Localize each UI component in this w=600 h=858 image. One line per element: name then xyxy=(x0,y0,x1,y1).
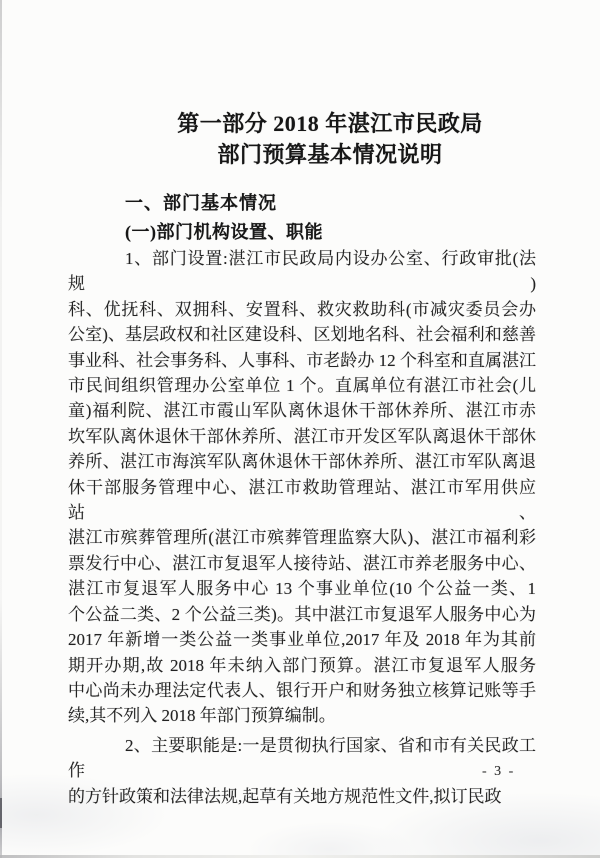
scan-left-edge-artifact xyxy=(0,0,2,858)
text-line: 2017 年新增一类公益一类事业单位,2017 年及 2018 年为其前 xyxy=(68,630,536,650)
paragraph-department-setup xyxy=(68,246,536,729)
text-line: 2、主要职能是:一是贯彻执行国家、省和市有关民政工作 xyxy=(68,735,536,781)
text-line: 续,其不列入 2018 年部门预算编制。 xyxy=(68,706,336,726)
document-body xyxy=(68,246,536,809)
paragraph-main-functions xyxy=(68,733,536,809)
page-number: - 3 - xyxy=(482,764,516,779)
text-line: 个公益二类、2 个公益三类)。其中湛江市复退军人服务中心为 xyxy=(68,604,536,624)
section-heading: 一、部门基本情况 xyxy=(125,193,277,213)
text-line: 票发行中心、湛江市复退军人接待站、湛江市养老服务中心、 xyxy=(68,553,536,573)
text-line: 坎军队离休退休干部休养所、湛江市开发区军队离退休干部休 xyxy=(68,426,536,446)
document-title-line-1: 第一部分 2018 年湛江市民政局 xyxy=(177,111,483,136)
text-line: 市民间组织管理办公室单位 1 个。直属单位有湛江市社会(儿 xyxy=(68,376,536,396)
subsection-heading: (一)部门机构设置、职能 xyxy=(125,222,323,242)
document-title-line-2: 部门预算基本情况说明 xyxy=(217,142,443,167)
text-line: 1、部门设置:湛江市民政局内设办公室、行政审批(法规) xyxy=(68,249,536,294)
text-line: 养所、湛江市海滨军队离休退休干部休养所、湛江市军队离退 xyxy=(68,452,536,472)
text-line: 的方针政策和法律法规,起草有关地方规范性文件,拟订民政 xyxy=(68,786,502,806)
text-line: 事业科、社会事务科、人事科、市老龄办 12 个科室和直属湛江 xyxy=(68,350,536,370)
text-line: 期开办期,故 2018 年未纳入部门预算。湛江市复退军人服务 xyxy=(68,655,536,675)
text-line: 湛江市复退军人服务中心 13 个事业单位(10 个公益一类、1 xyxy=(68,579,536,599)
scan-edge-mark xyxy=(0,798,2,828)
text-line: 童)福利院、湛江市霞山军队离休退休干部休养所、湛江市赤 xyxy=(68,401,536,421)
text-line: 休干部服务管理中心、湛江市救助管理站、湛江市军用供应站、 xyxy=(68,477,536,523)
text-line: 中心尚未办理法定代表人、银行开户和财务独立核算记账等手 xyxy=(68,680,536,700)
text-line: 公室)、基层政权和社区建设科、区划地名科、社会福利和慈善 xyxy=(68,325,536,345)
document-title xyxy=(30,108,600,170)
text-line: 湛江市殡葬管理所(湛江市殡葬管理监察大队)、湛江市福利彩 xyxy=(68,528,536,548)
text-line: 科、优抚科、双拥科、安置科、救灾救助科(市减灾委员会办 xyxy=(68,299,536,319)
